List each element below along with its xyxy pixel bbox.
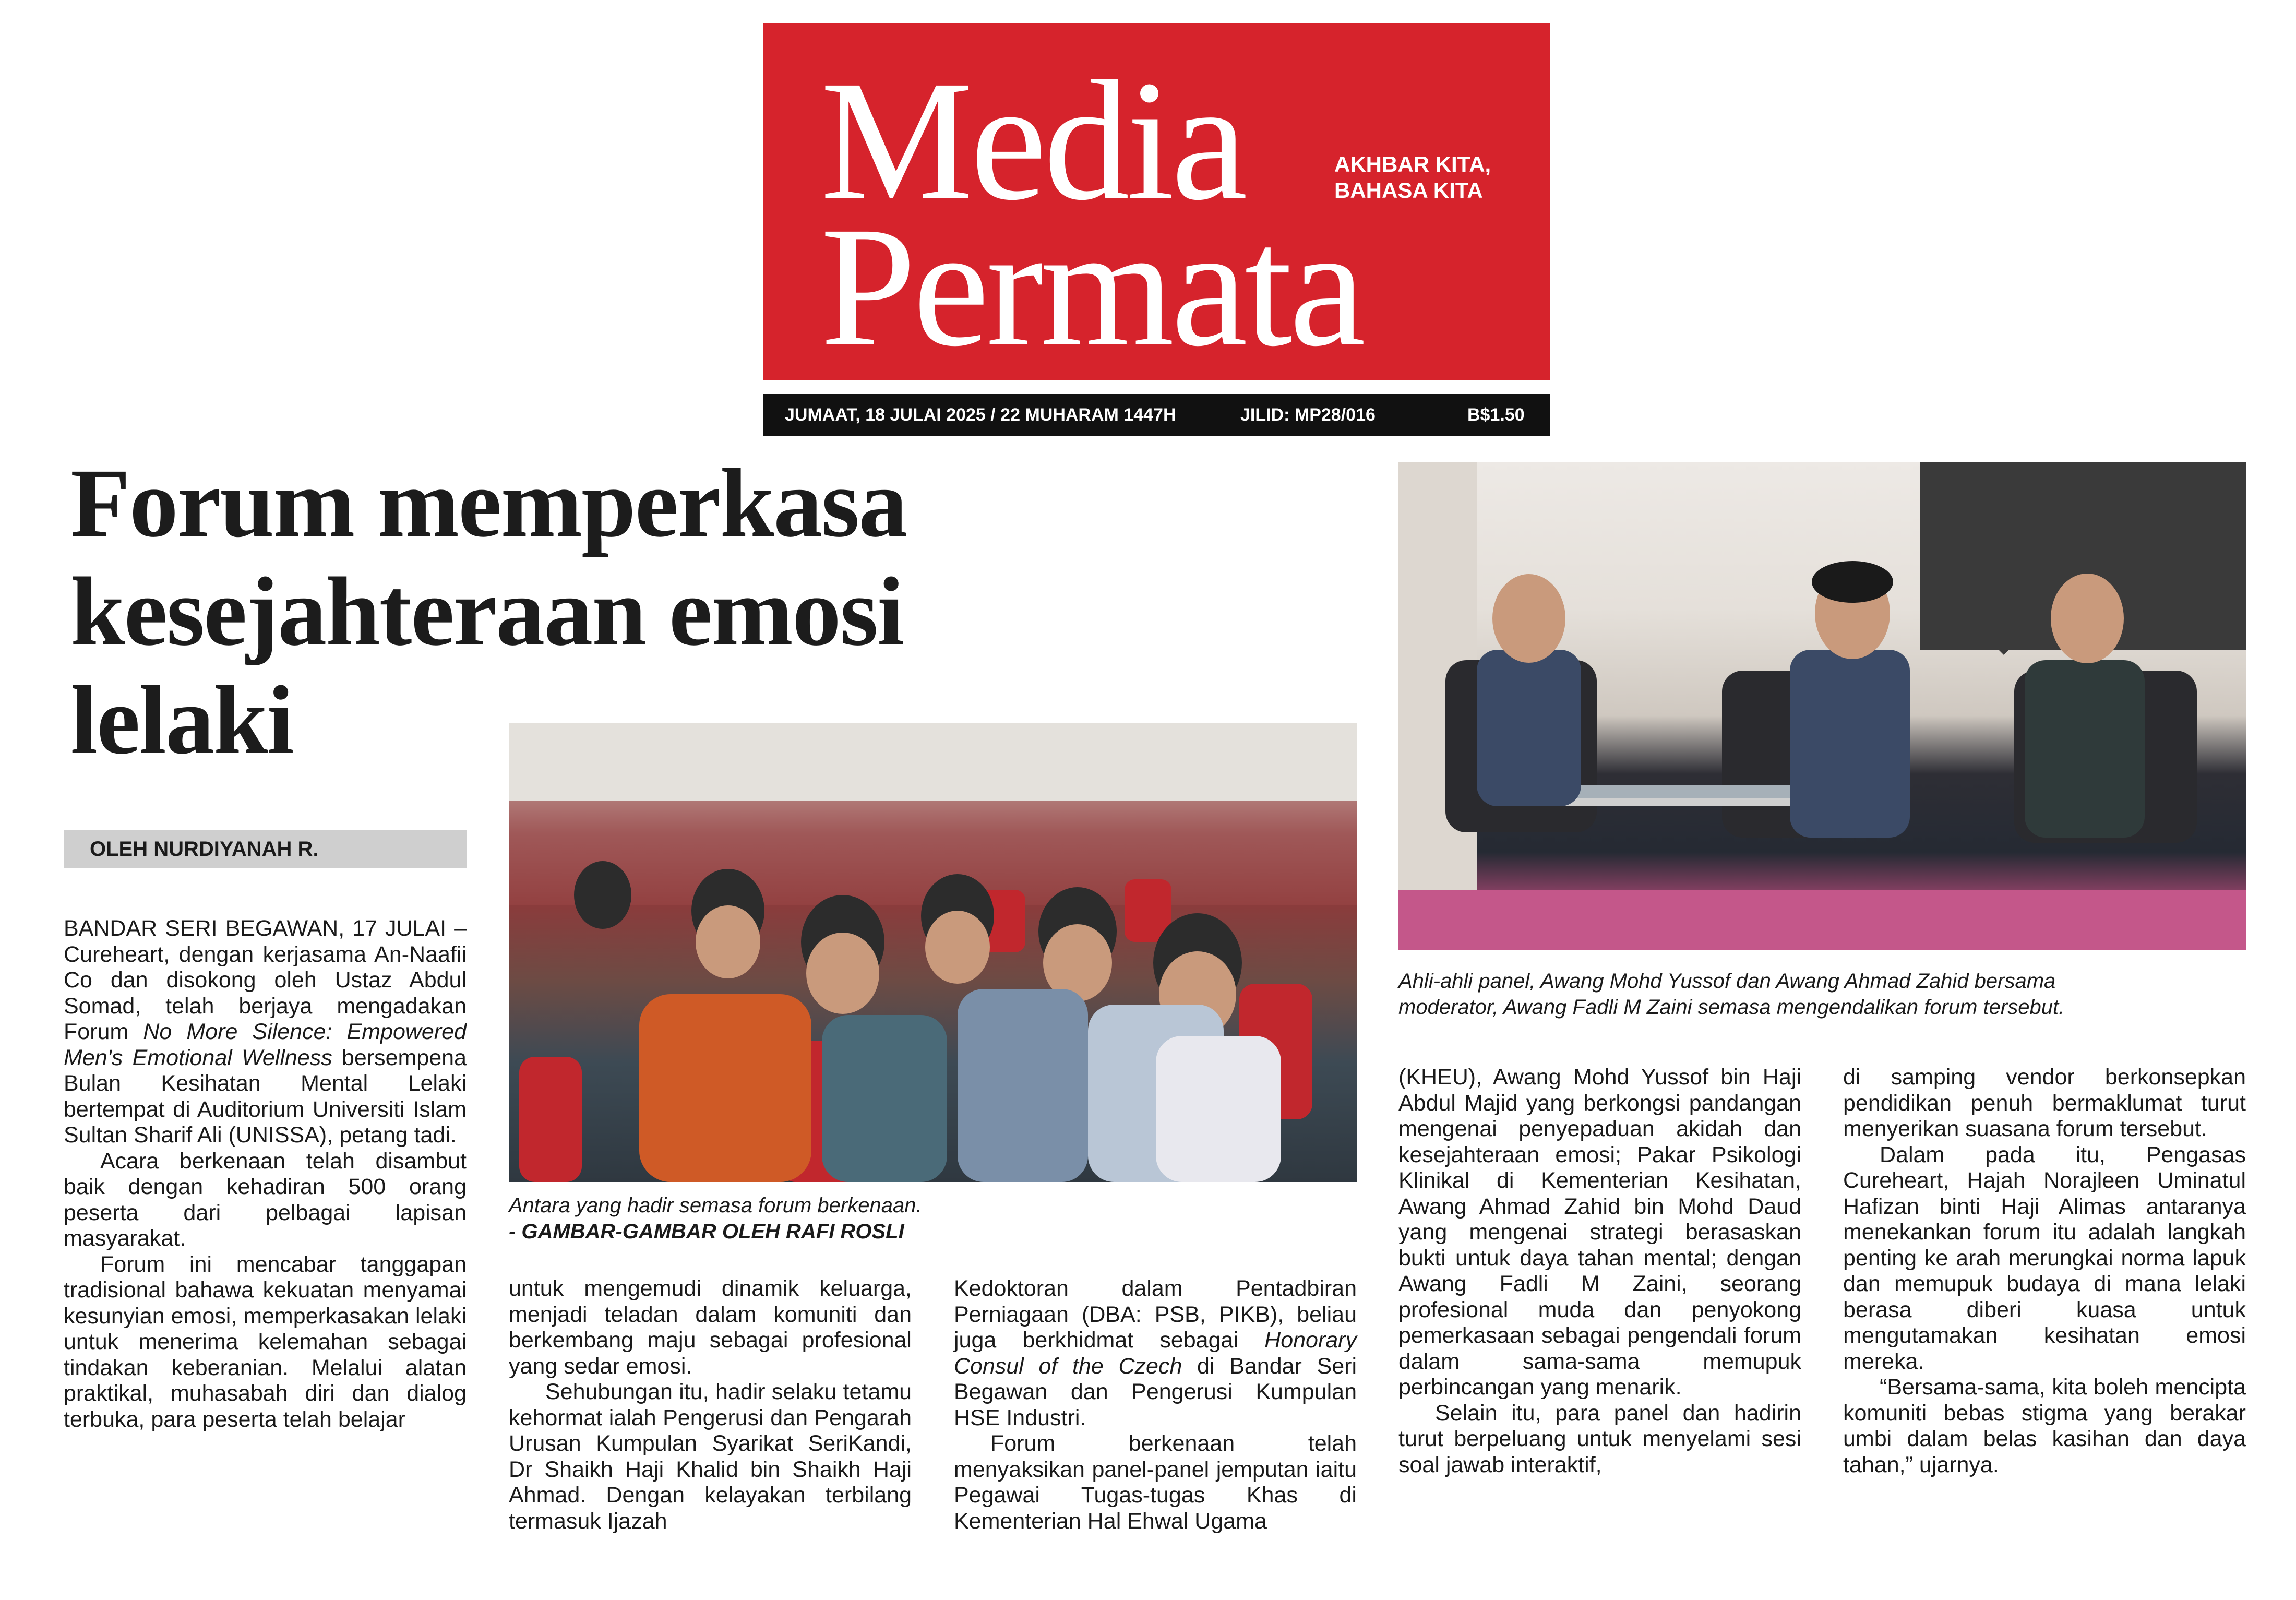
paragraph-1 bbox=[64, 916, 467, 1149]
article-column-5 bbox=[1843, 1065, 2246, 1478]
article-column-4 bbox=[1398, 1065, 1801, 1478]
masthead-tagline bbox=[1334, 151, 1491, 204]
article-byline: OLEH NURDIYANAH R. bbox=[90, 838, 319, 861]
paragraph-5: Sehubungan itu, hadir selaku tetamu kehormat ialah Pengerusi dan Pengarah Urusan Kumpulan Syarikat SeriKandi, Dr Shaikh Haji Khalid bin Shaikh Haji Ahmad. Dengan kelayakan terbilang termasuk Ijazah bbox=[509, 1379, 912, 1534]
issue-date: JUMAAT, 18 JULAI 2025 / 22 MUHARAM 1447H bbox=[785, 405, 1176, 425]
headline-line-2: kesejahteraan emosi bbox=[70, 557, 904, 666]
audience-photo bbox=[509, 723, 1357, 1182]
panel-photo-caption-line-2: moderator, Awang Fadli M Zaini semasa mengendalikan forum tersebut. bbox=[1398, 996, 2065, 1019]
paragraph-6 bbox=[954, 1276, 1357, 1431]
headline-line-3: lelaki bbox=[70, 665, 293, 774]
paragraph-11: Dalam pada itu, Pengasas Cureheart, Hajah Norajleen Uminatul Hafizan binti Haji Alimas antaranya menekankan forum itu adalah langkah penting ke arah merungkai norma lapuk dan memupuk budaya di mana lelaki berasa diberi kuasa untuk mengutamakan kesihatan emosi mereka. bbox=[1843, 1142, 2246, 1374]
paragraph-10: di samping vendor berkonsepkan pendidikan penuh bermaklumat turut menyerikan suasana forum tersebut. bbox=[1843, 1065, 2246, 1141]
paragraph-4: untuk mengemudi dinamik keluarga, menjadi teladan dalam komuniti dan berkembang maju sebagai profesional yang sedar emosi. bbox=[509, 1276, 912, 1379]
audience-photo-caption: Antara yang hadir semasa forum berkenaan. bbox=[509, 1194, 922, 1217]
honorary-consul-italic: Honorary Consul of the Czech bbox=[954, 1328, 1357, 1379]
article-column-3 bbox=[954, 1276, 1357, 1534]
masthead-title-media: Media bbox=[820, 45, 1245, 236]
masthead-logo bbox=[763, 23, 1550, 380]
article-column-2 bbox=[509, 1276, 912, 1534]
panel-photo-caption-line-1: Ahli-ahli panel, Awang Mohd Yussof dan Awang Ahmad Zahid bersama bbox=[1398, 970, 2056, 993]
paragraph-1-end: bersempena Bulan Kesihatan Mental Lelaki bertempat di Auditorium Universiti Islam Sultan Sharif Ali (UNISSA), petang tadi. bbox=[64, 1045, 467, 1148]
paragraph-3: Forum ini mencabar tanggapan tradisional bahawa kekuatan menyamai kesunyian emosi, memperkasakan lelaki untuk menerima kelemahan sebagai tindakan keberanian. Melalui alatan praktikal, muhasabah diri dan dialog terbuka, para peserta telah belajar bbox=[64, 1251, 467, 1432]
issue-info-bar bbox=[763, 394, 1550, 436]
paragraph-12: “Bersama-sama, kita boleh mencipta komuniti bebas stigma yang berakar umbi dalam belas kasihan dan daya tahan,” ujarnya. bbox=[1843, 1375, 2246, 1477]
forum-title-italic: No More Silence: Empowered Men's Emotional Wellness bbox=[64, 1019, 467, 1070]
paragraph-2: Acara berkenaan telah disambut baik dengan kehadiran 500 orang peserta dari pelbagai lapisan masyarakat. bbox=[64, 1148, 467, 1251]
headline-line-1: Forum memperkasa bbox=[70, 448, 907, 557]
panel-photo bbox=[1398, 462, 2246, 950]
byline-box bbox=[64, 830, 467, 868]
article-column-1 bbox=[64, 916, 467, 1432]
issue-volume: JILID: MP28/016 bbox=[1240, 405, 1376, 425]
tagline-line-1: AKHBAR KITA, bbox=[1334, 152, 1491, 176]
photo-credit: - GAMBAR-GAMBAR OLEH RAFI ROSLI bbox=[509, 1220, 904, 1243]
paragraph-6-text: Kedoktoran dalam Pentadbiran Perniagaan (DBA: PSB, PIKB), beliau juga berkhidmat sebagai bbox=[954, 1276, 1357, 1353]
tagline-line-2: BAHASA KITA bbox=[1334, 178, 1483, 202]
masthead-title-permata: Permata bbox=[820, 192, 1363, 380]
issue-price: B$1.50 bbox=[1467, 405, 1525, 425]
paragraph-1-text: BANDAR SERI BEGAWAN, 17 JULAI – Cureheart, dengan kerjasama An-Naafii Co dan disokong oleh Ustaz Abdul Somad, telah berjaya mengadakan Forum bbox=[64, 916, 467, 1044]
paragraph-8: (KHEU), Awang Mohd Yussof bin Haji Abdul Majid yang berkongsi pandangan mengenai penyepaduan akidah dan kesejahteraan emosi; Pakar Psikologi Klinikal di Kementerian Kesihatan, Awang Ahmad Zahid bin Mohd Daud yang mengenai strategi berasaskan bukti untuk daya tahan mental; dengan Awang Fadli M Zaini, seorang profesional muda dan penyokong pemerkasaan sebagai pengendali forum dalam sama-sama memupuk perbincangan yang menarik. bbox=[1398, 1065, 1801, 1400]
paragraph-7: Forum berkenaan telah menyaksikan panel-panel jemputan iaitu Pegawai Tugas-tugas Khas di Kementerian Hal Ehwal Ugama bbox=[954, 1431, 1357, 1534]
panel-photo-illustration bbox=[1398, 462, 2246, 950]
paragraph-6-end: di Bandar Seri Begawan dan Pengerusi Kumpulan HSE Industri. bbox=[954, 1353, 1357, 1430]
paragraph-9: Selain itu, para panel dan hadirin turut berpeluang untuk menyelami sesi soal jawab interaktif, bbox=[1398, 1400, 1801, 1477]
audience-photo-illustration bbox=[509, 723, 1357, 1182]
